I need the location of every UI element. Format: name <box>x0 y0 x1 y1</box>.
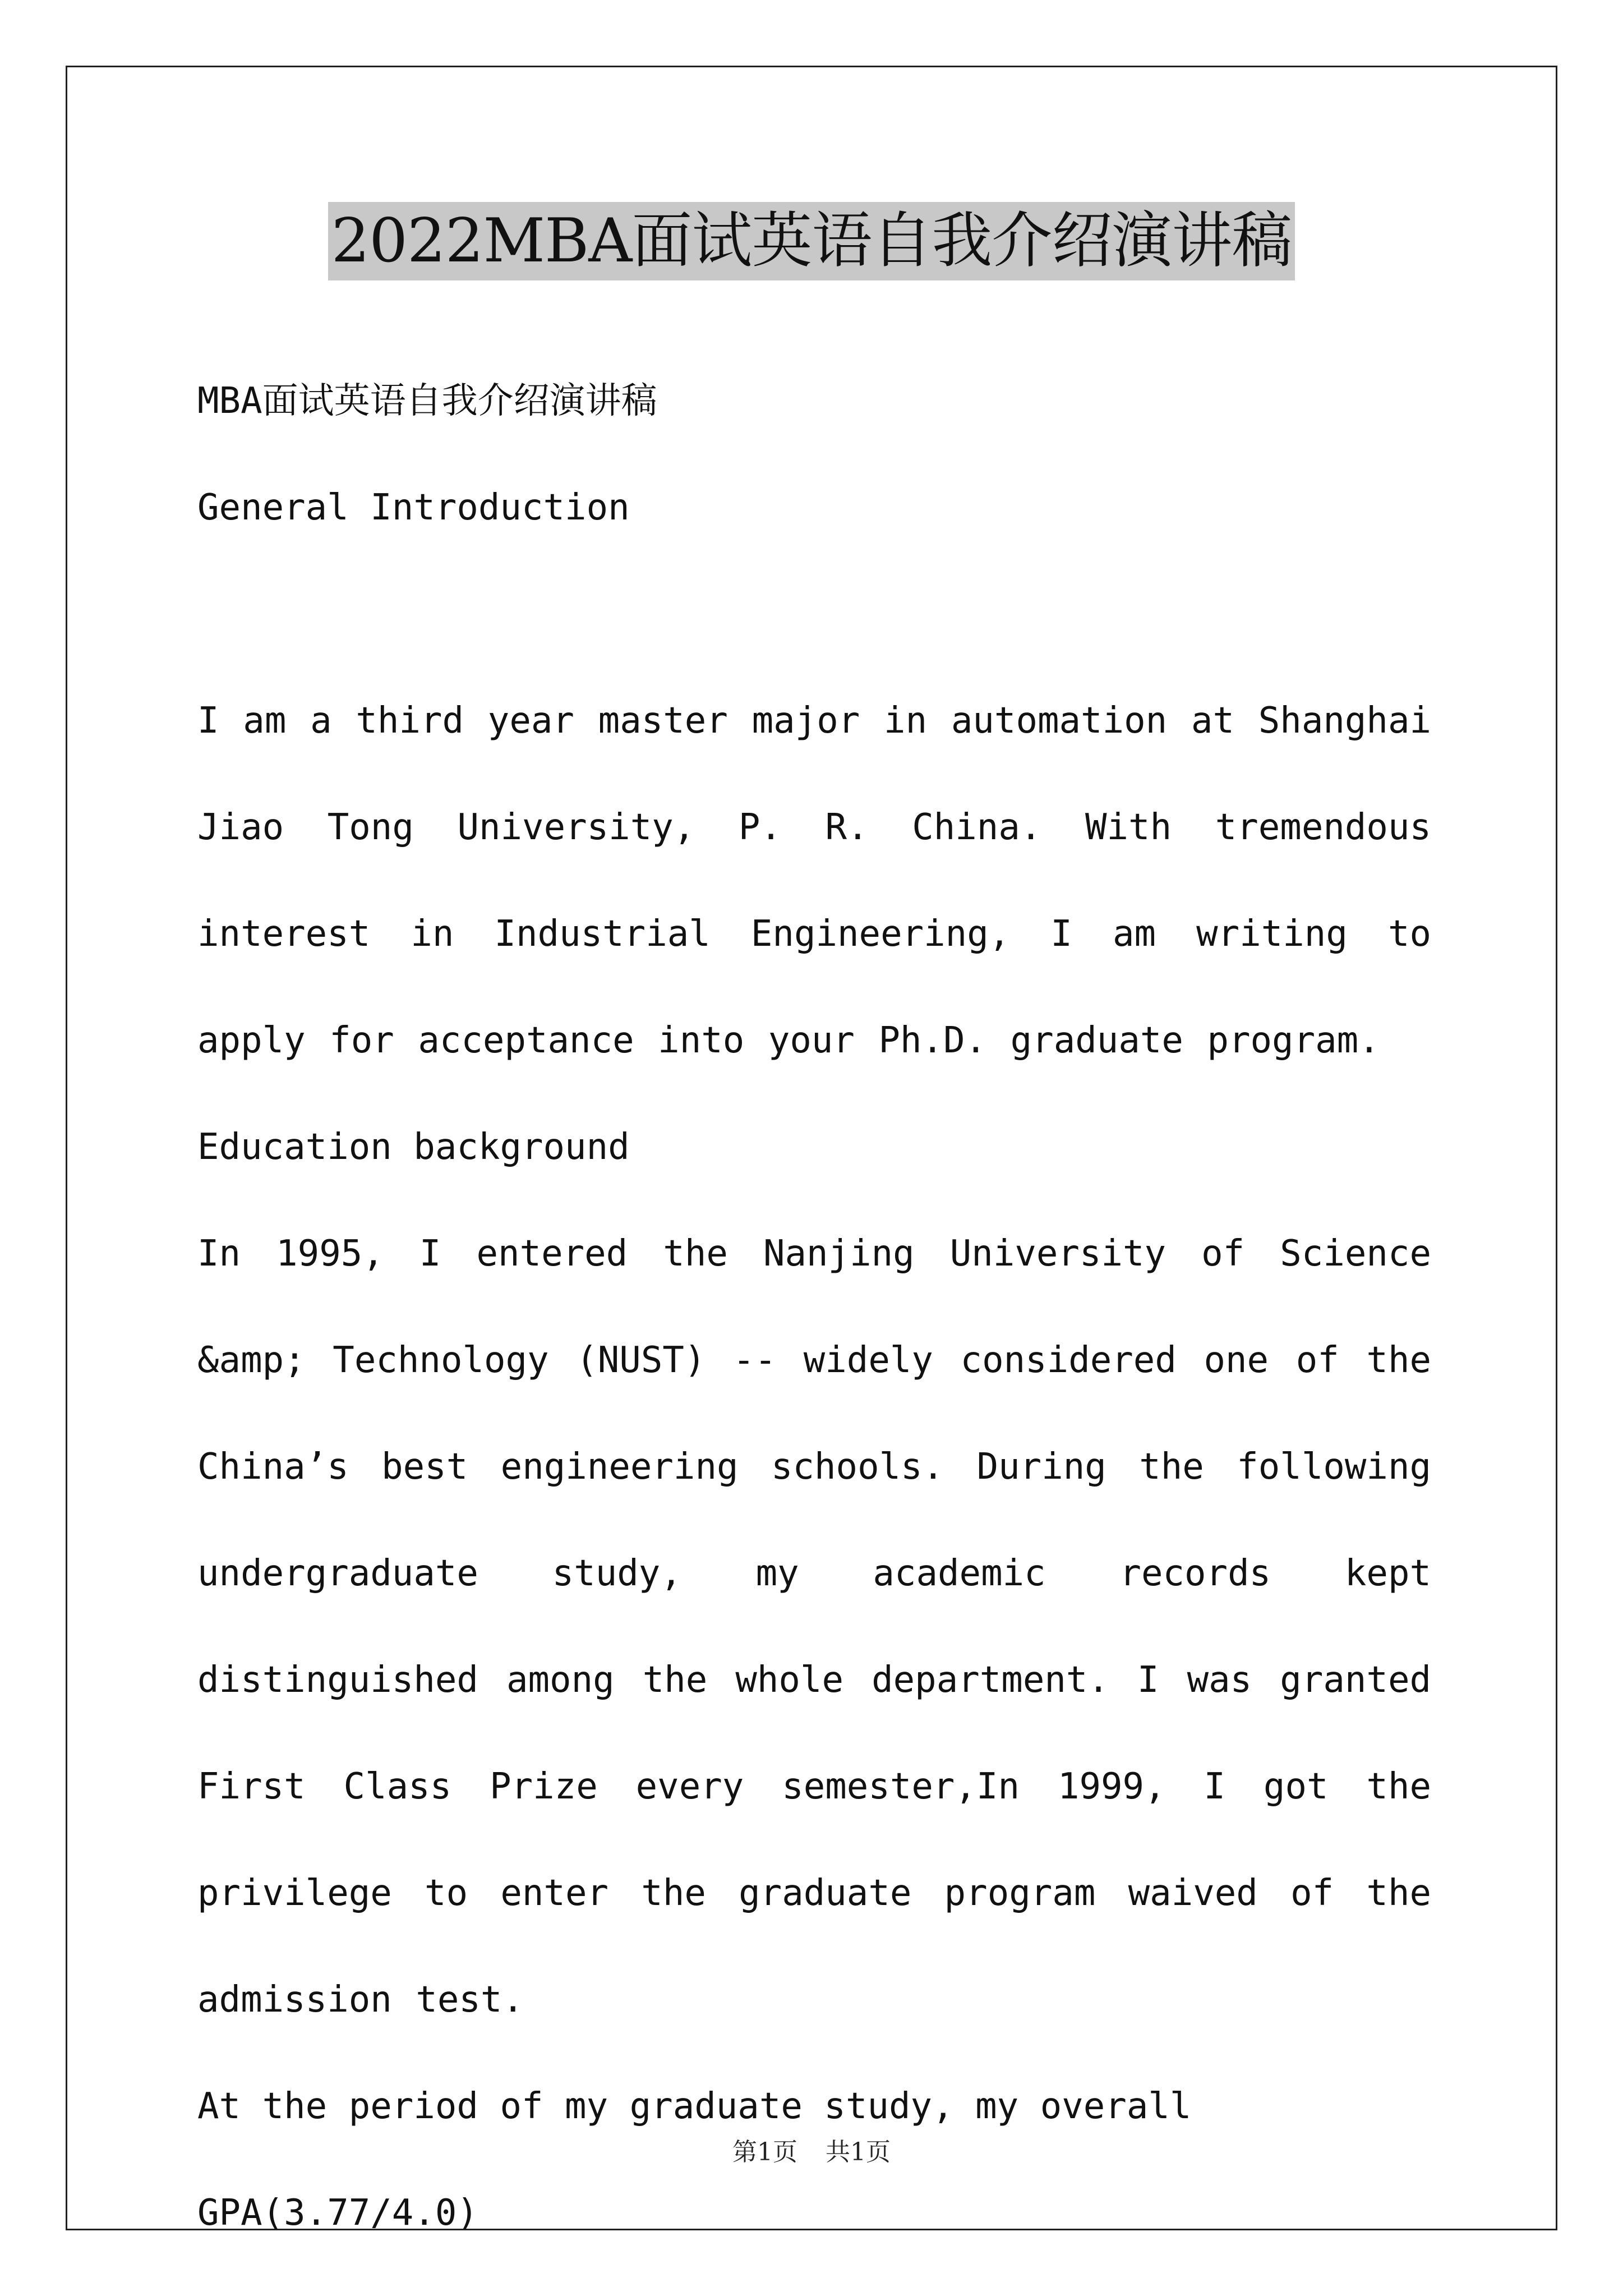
title-container <box>0 202 1623 280</box>
document-body <box>197 348 1431 2266</box>
page-footer <box>0 2132 1623 2168</box>
blank-line <box>197 561 1431 668</box>
page-number-current: 第1页 <box>732 2138 797 2166</box>
page-number-total: 共1页 <box>826 2138 891 2166</box>
paragraph-education: In 1995, I entered the Nanjing University of Science &amp; Technology (NUST) -- widely considered one of the China’s best engineering schools. During the following undergraduate study, my academic records kept distinguished among the whole department. I was granted First Class Prize every semester,In 1999, I got the privilege to enter the graduate program waived of the admission test. <box>197 1233 1431 2021</box>
section-heading-general: General Introduction <box>197 487 630 528</box>
paragraph-graduate: At the period of my graduate study, my overall GPA(3.77/4.0) <box>197 2086 1192 2234</box>
paragraph-intro: I am a third year master major in automation at Shanghai Jiao Tong University, P. R. China. With tremendous interest in Industrial Engineering, I am writing to apply for acceptance into your Ph.D. graduate program. <box>197 700 1431 1061</box>
section-heading-education: Education background <box>197 1126 630 1168</box>
document-title: 2022MBA面试英语自我介绍演讲稿 <box>328 202 1295 280</box>
document-subtitle: MBA面试英语自我介绍演讲稿 <box>197 380 657 422</box>
